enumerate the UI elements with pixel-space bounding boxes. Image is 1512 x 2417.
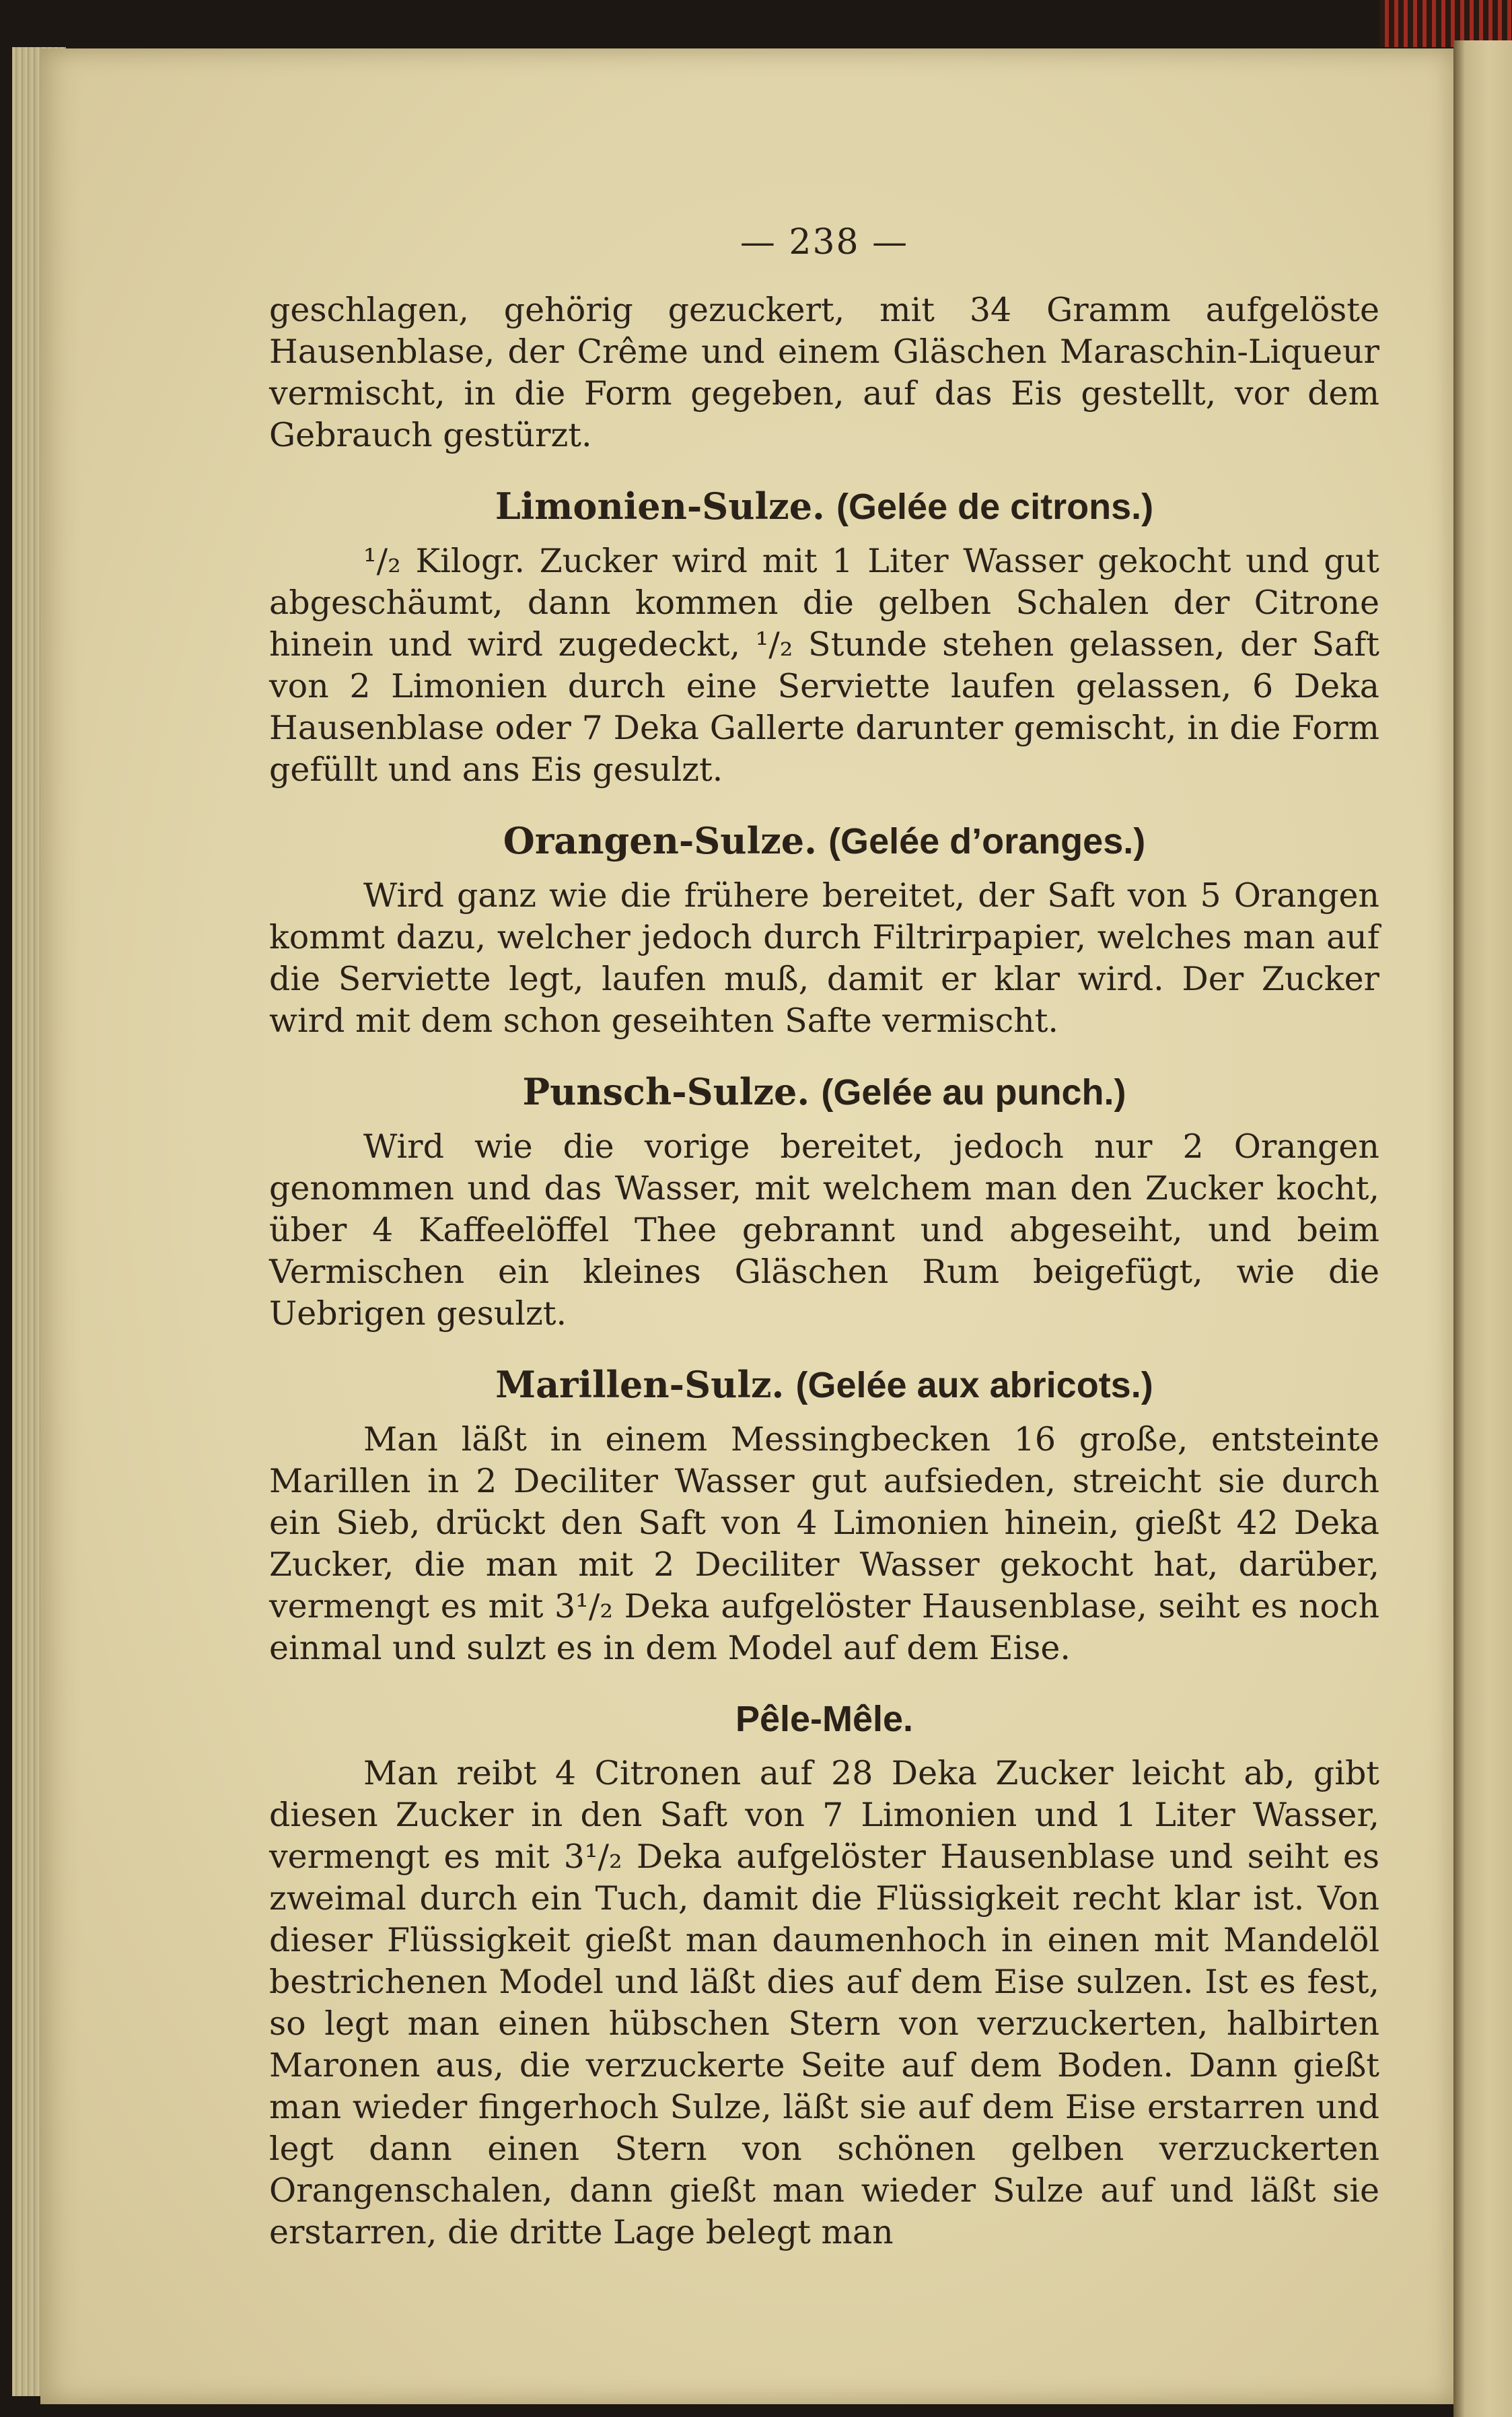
recipe-title	[269, 1697, 1379, 1741]
recipe-title	[269, 1363, 1379, 1407]
recipe-title	[269, 1070, 1379, 1114]
recipe-title-german: Marillen-Sulz.	[495, 1363, 785, 1406]
recipe-pele-mele	[269, 1697, 1379, 2253]
recipe-orangen	[269, 819, 1379, 1042]
recipe-title-french: (Gelée d’oranges.)	[828, 821, 1146, 862]
page-content	[269, 222, 1379, 2253]
recipe-title-french: (Gelée de citrons.)	[836, 487, 1154, 527]
recipe-text: Wird wie die vorige bereitet, jedoch nur 2 Orangen genommen und das Wasser, mit welchem man den Zucker kocht, über 4 Kaffeelöffel Thee gebrannt und abgeseiht, und beim Vermischen ein kleines Gläschen Rum beigefügt, wie die Uebrigen gesulzt.	[269, 1127, 1379, 1333]
recipe-title-german: Orangen-Sulze.	[503, 819, 817, 862]
facing-page-edge	[1453, 40, 1512, 2417]
recipe-punsch	[269, 1070, 1379, 1335]
recipe-title-french: Pêle-Mêle.	[735, 1699, 914, 1739]
recipe-marillen	[269, 1363, 1379, 1669]
recipe-text: ¹/₂ Kilogr. Zucker wird mit 1 Liter Wasser gekocht und gut abgeschäumt, dann kommen die gelben Schalen der Citrone hinein und wird zugedeckt, ¹/₂ Stunde stehen gelassen, der Saft von 2 Limonien durch eine Serviette laufen gelassen, 6 Deka Hausenblase oder 7 Deka Gallerte darunter gemischt, in die Form gefüllt und ans Eis gesulzt.	[269, 542, 1379, 789]
recipe-title	[269, 485, 1379, 528]
recipe-text: Man reibt 4 Citronen auf 28 Deka Zucker leicht ab, gibt diesen Zucker in den Saft von 7 Limonien und 1 Liter Wasser, vermengt es mit 3¹/₂ Deka aufgelöster Hausenblase und seiht es zweimal durch ein Tuch, damit die Flüssigkeit recht klar ist. Von dieser Flüssigkeit gießt man daumenhoch in einen mit Mandelöl bestrichenen Model und läßt dies auf dem Eise sulzen. Ist es fest, so legt man einen hübschen Stern von verzuckerten, halbirten Maronen aus, die verzuckerte Seite auf dem Boden. Dann gießt man wieder fingerhoch Sulze, läßt sie auf dem Eise erstarren und legt dann einen Stern von schönen gelben verzuckerten Orangenschalen, dann gießt man wieder Sulze auf und läßt sie erstarren, die dritte Lage belegt man	[269, 1754, 1379, 2251]
recipe-text: Wird ganz wie die frühere bereitet, der Saft von 5 Orangen kommt dazu, welcher jedoch durch Filtrirpapier, welches man auf die Serviette legt, laufen muß, damit er klar wird. Der Zucker wird mit dem schon geseihten Safte vermischt.	[269, 876, 1379, 1040]
intro-paragraph: geschlagen, gehörig gezuckert, mit 34 Gramm aufgelöste Hausenblase, der Crême und einem Gläschen Maraschin-Liqueur vermischt, in die Form gegeben, auf das Eis gestellt, vor dem Gebrauch gestürzt.	[269, 291, 1379, 454]
recipe-title-french: (Gelée aux abricots.)	[795, 1365, 1153, 1405]
recipe-title-german: Punsch-Sulze.	[522, 1070, 810, 1113]
recipe-limonien	[269, 485, 1379, 791]
recipe-title	[269, 819, 1379, 863]
recipe-title-german: Limonien-Sulze.	[495, 485, 825, 528]
recipe-text: Man läßt in einem Messingbecken 16 große, entsteinte Marillen in 2 Deciliter Wasser gut aufsieden, streicht sie durch ein Sieb, drückt den Saft von 4 Limonien hinein, gießt 42 Deka Zucker, die man mit 2 Deciliter Wasser gekocht hat, darüber, vermengt es mit 3¹/₂ Deka aufgelöster Hausenblase, seiht es noch einmal und sulzt es in dem Model auf dem Eise.	[269, 1420, 1379, 1667]
recipe-title-french: (Gelée au punch.)	[821, 1072, 1126, 1113]
page-number: — 238 —	[740, 222, 909, 262]
